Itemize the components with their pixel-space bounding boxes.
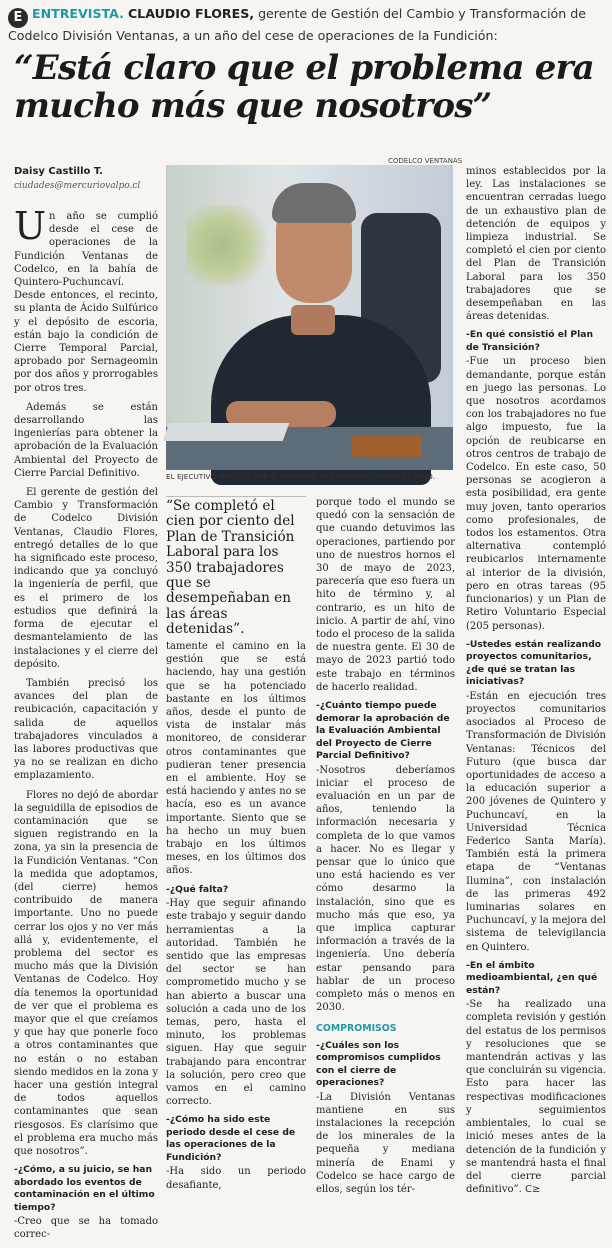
answer: -Hay que seguir afinando este trabajo y seguir dando herramientas a la autoridad. También he sentido que las empresas del sector se han comprometido mucho y se han abierto a buscar una solución a cada uno de los temas, pero, hasta el minuto, los problemas siguen. Hay que seguir trabajando para encontrar la solución, pero creo que vamos en el camino correcto. <box>166 898 306 1108</box>
question: -En qué consistió el Plan de Transición? <box>466 329 594 353</box>
headline: “Está claro que el problema era mucho más que nosotros” <box>14 48 594 126</box>
photo-credit: CODELCO VENTANAS <box>388 157 463 165</box>
photo-caption: EL EJECUTIVO PRECISÓ QUE EL PROCESO SE EXTENDERÁ HASTA EL 2030. <box>166 472 436 481</box>
drop-cap: U <box>14 204 47 248</box>
answer: -Están en ejecución tres proyectos comunitarios asociados al Proceso de Transformación de División Ventanas: Técnicos del Futuro (que busca dar oportunidades de acceso a la educación superior a 200 jóvenes de Quintero y Puchuncaví, en la Universidad Técnica Federico Santa María). También está la primera etapa de “Ventanas Ilumina”, con instalación de las primeras 492 luminarias solares en Puchuncaví, y la mejora del sistema de televigilancia en Quintero. <box>466 690 606 953</box>
answer: -Ha sido un periodo desafiante, <box>166 1166 306 1191</box>
paragraph: Flores no dejó de abordar la seguidilla de episodios de contaminación que se siguen registrando en la zona, ya sin la presencia de la Fundición Ventanas. “Con la medida que adoptamos, (del cierre) hemos contribuido de manera importante. Uno no puede cerrar los ojos y no ver más allá y, evidentemente, el problema del sector es mucho más que la División Ventanas de Codelco. Hoy día tenemos la oportunidad de ver que el problema es mayor que el que creíamos y que hay que ponerle foco a otros contaminantes que no están o no estaban siendo medidos en la zona y hacer una gestión integral de todos aquellos contaminantes que sean riesgosos. Es clarísimo que el problema era mucho más que nosotros”. <box>14 789 158 1158</box>
byline-author: Daisy Castillo T. <box>14 166 103 177</box>
kicker-name: CLAUDIO FLORES, <box>127 6 255 21</box>
kicker-text: gerente de Gestión del Cambio y Transformación de Codelco División Ventanas, a un año del cese de operaciones de la Fundición: <box>8 6 586 43</box>
question: -¿Cómo, a su juicio, se han abordado los eventos de contaminación en el último tiempo? <box>14 1164 155 1213</box>
answer: -Creo que se ha tomado correc- <box>14 1216 158 1241</box>
kicker-label: ENTREVISTA. <box>32 6 124 21</box>
section-badge: E <box>8 8 28 28</box>
paragraph: Además se están desarrollando las ingenierías para obtener la aprobación de la Evaluación Ambiental del Proyecto de Cierre Parcial Definitivo. <box>14 401 158 479</box>
answer: -La División Ventanas mantiene en sus instalaciones la recepción de los minerales de la pequeña y mediana minería de Enami y Codelco se hace cargo de ellos, según los tér- <box>316 1091 455 1196</box>
question: -Ustedes están realizando proyectos comunitarios, ¿de qué se tratan las iniciativas? <box>466 638 602 688</box>
paragraph: El gerente de gestión del Cambio y Transformación de Codelco División Ventanas, Claudio Flores, entregó detalles de lo que ha significado este proceso, indicando que ya concluyó la ingeniería de perfil, que es el primero de los estudios que definirá la forma de ejecutar el desmantelamiento de las instalaciones y el cierre del depósito. <box>14 487 158 670</box>
question: -¿Cómo ha sido este periodo desde el cese de las operaciones de la Fundición? <box>166 1114 296 1163</box>
paragraph: n año se cumplió desde el cese de operaciones de la Fundición Ventanas de Codelco, en la bahía de Quintero-Puchuncaví. Desde entonces, el recinto, su planta de Ácido Sulfúrico y el depósito de escoria, están bajo la condición de Cierre Temporal Parcial, aprobado por Sernageomin por dos años y prorrogables por otros tres. <box>14 211 158 394</box>
answer: -Fue un proceso bien demandante, porque están en juego las personas. Lo que nosotros acordamos con los trabajadores no fue algo impuesto, fue la opción de reubicarse en otros centros de trabajo de Codelco. En este caso, 50 personas se acogieron a esta posibilidad, era gente muy joven, tanto operarios como profesionales, de todos los estamentos. Otra alternativa contempló reubicarlos internamente al interior de la división, pero en otras tareas (95 funcionarios) y un Plan de Retiro Voluntario Especial (205 personas). <box>466 356 606 632</box>
answer <box>466 998 606 1196</box>
kicker <box>8 6 608 43</box>
paragraph: También precisó los avances del plan de reubicación, capacitación y salida de aquellos trabajadores vinculados a las labores productivas que ya no se realizan en dicho emplazamiento. <box>14 677 158 782</box>
answer: -Nosotros deberíamos iniciar el proceso de evaluación en un par de años, teniendo la información necesaria y completa de lo que vamos a hacer. No es llegar y pensar que lo único que uno está haciendo es ver cómo desarmo la instalación, sino que es mucho más que eso, ya que implica capturar información a través de la ingeniería. Uno debería estar pensando para hablar de un proceso completo más o menos en 2030. <box>316 764 455 1014</box>
column-1 <box>14 204 158 1248</box>
column-3 <box>316 496 455 1202</box>
paragraph: porque todo el mundo se quedó con la sensación de que cuando detuvimos las operaciones, partiendo por uno de nuestros hornos el 30 de mayo de 2023, parecería que eso fuera un hito de término y, al contrario, es un hito de inicio. A partir de ahí, vino todo el proceso de la salida de nuestra gente. El 30 de mayo de 2023 partió todo este trabajo en términos de hacerlo realidad. <box>316 497 455 693</box>
column-2 <box>166 640 306 1198</box>
question: -En el ámbito medioambiental, ¿en qué están? <box>466 959 598 996</box>
paragraph: minos establecidos por la ley. Las instalaciones se encuentran cerradas luego de un exhaustivo plan de detención de equipos y limpieza industrial. Se completó el cien por ciento del Plan de Transición Laboral para los 350 trabajadores que se desempeñaban en las áreas detenidas. <box>466 166 606 323</box>
interview-photo <box>166 165 453 470</box>
question: -¿Cuáles son los compromisos cumplidos con el cierre de operaciones? <box>316 1039 441 1089</box>
answer-text: -Se ha realizado una completa revisión y gestión del estatus de los permisos y resoluciones que se mantendrán activas y las que concluirán su vigencia. Esto para hacer las respectivas modificaciones y seguimientos ambientales, lo cual se inició meses antes de la detención de la fundición y se mantendrá hasta el final del cierre parcial definitivo”. <box>466 999 606 1196</box>
question: -¿Qué falta? <box>166 883 229 895</box>
column-4 <box>466 165 606 1202</box>
paragraph: tamente el camino en la gestión que se está haciendo, hay una gestión que se ha potenciado bastante en los últimos años, desde el punto de vista de instalar más monitoreo, de considerar otros contaminantes que pudieran tener presencia en el ambiente. Hoy se está haciendo y antes no se hacía, eso es un avance importante. Siento que se ha hecho un muy buen trabajo en los últimos meses, en los últimos dos años. <box>166 641 306 877</box>
section-heading: COMPROMISOS <box>316 1023 397 1035</box>
question: -¿Cuánto tiempo puede demorar la aprobación de la Evaluación Ambiental del Proyecto de Cierre Parcial Definitivo? <box>316 700 450 762</box>
continuation-icon: C≥ <box>525 1184 541 1196</box>
pull-quote: “Se completó el cien por ciento del Plan de Transición Laboral para los 350 trabajadores que se desempeñaban en las áreas detenidas”. <box>166 496 306 638</box>
byline-email: ciudades@mercuriovalpo.cl <box>14 181 141 191</box>
